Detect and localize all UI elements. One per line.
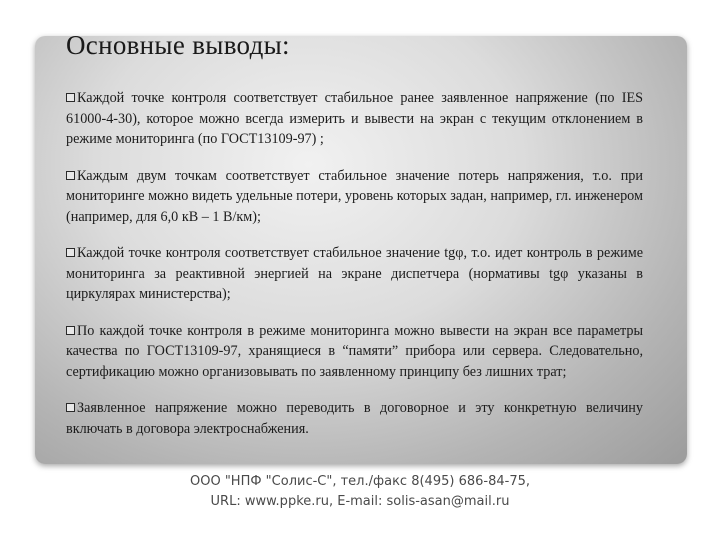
bullet-text: Каждой точке контроля соответствует стабильное ранее заявленное напряжение (по IES 61000-4-30), которое можно всегда измерить и вывести на экран с текущим отклонением в режиме мониторинга (по ГОСТ13109-97) ; <box>66 90 643 147</box>
footer-contact: ООО "НПФ "Солис-С", тел./факс 8(495) 686-84-75, <box>190 474 530 489</box>
bullet-text: Каждой точке контроля соответствует стабильное значение tgφ, т.о. идет контроль в режиме мониторинга за реактивной энергией на экране диспетчера (нормативы tgφ указаны в циркулярах министерства); <box>66 245 643 302</box>
checkbox-bullet-icon <box>66 171 75 180</box>
bullet-text: По каждой точке контроля в режиме мониторинга можно вывести на экран все параметры качества по ГОСТ13109-97, хранящиеся в “памяти” прибора или сервера. Следовательно, сертификацию можно организовывать по заявленному принципу без лишних трат; <box>66 322 643 380</box>
checkbox-bullet-icon <box>66 326 75 335</box>
footer <box>0 472 720 512</box>
bullet-item <box>66 321 643 383</box>
bullet-item <box>66 88 643 150</box>
bullet-text: Каждым двум точкам соответствует стабильное значение потерь напряжения, т.о. при мониторинге можно видеть удельные потери, уровень которых задан, например, гл. инженером (например, для 6,0 кВ – 1 В/км); <box>66 167 643 225</box>
bullet-list <box>66 88 643 455</box>
bullet-text: Заявленное напряжение можно переводить в договорное и эту конкретную величину включать в договора электроснабжения. <box>66 400 643 437</box>
bullet-item <box>66 398 643 439</box>
checkbox-bullet-icon <box>66 248 75 257</box>
slide-title: Основные выводы: <box>66 30 290 60</box>
bullet-item <box>66 166 643 228</box>
footer-url-email: URL: www.ppke.ru, E-mail: solis-asan@mail.ru <box>210 494 510 509</box>
bullet-item <box>66 243 643 305</box>
checkbox-bullet-icon <box>66 93 75 102</box>
checkbox-bullet-icon <box>66 403 75 412</box>
